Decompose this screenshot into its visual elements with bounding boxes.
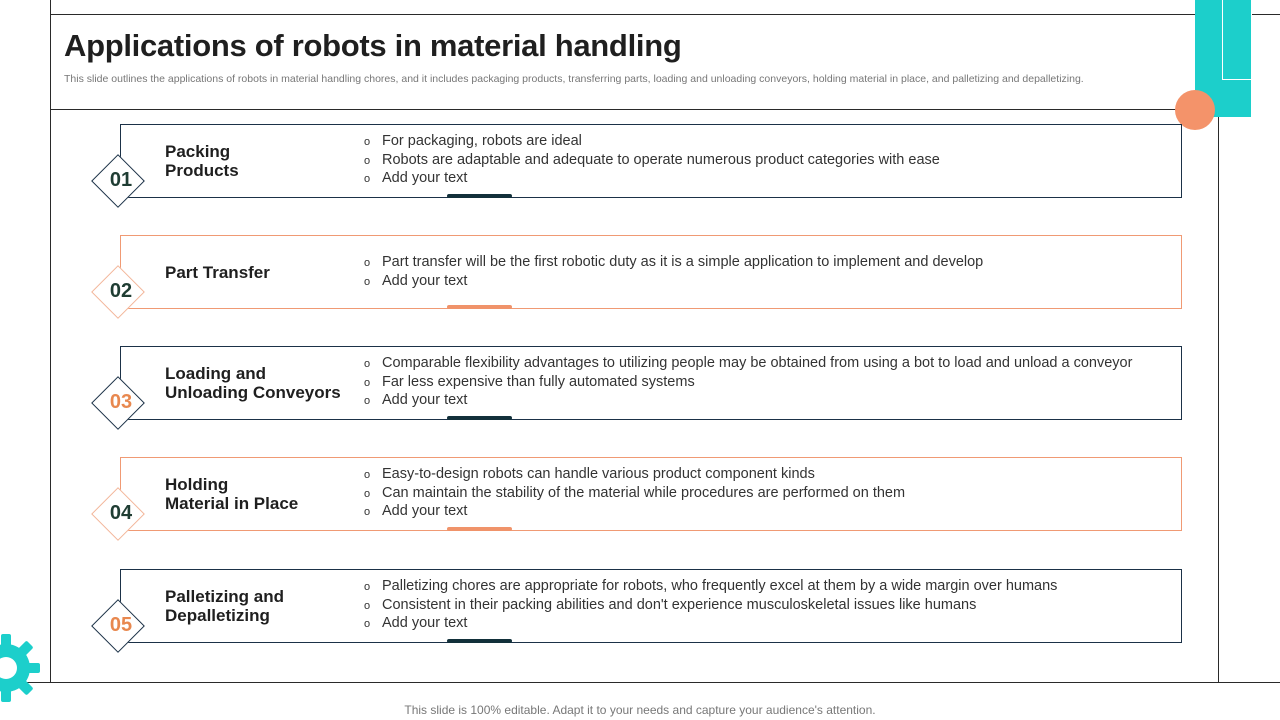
gear-icon (0, 632, 42, 704)
frame-left-line (50, 0, 51, 110)
frame-bottom-line (0, 682, 1280, 683)
item-underline (447, 639, 512, 643)
bullet: o Consistent in their packing abilities and don't experience musculoskeletal issues like humans (364, 597, 1057, 616)
frame-top-line (50, 14, 1280, 15)
item-label-line1: Palletizing and (165, 587, 285, 606)
bullet: o Comparable flexibility advantages to utilizing people may be obtained from using a bot to load and unload a conveyor (364, 355, 1132, 374)
item-number: 03 (109, 391, 133, 413)
item-number: 01 (109, 169, 133, 191)
item-label-line1: Holding (165, 475, 229, 494)
item-label-line1: Part Transfer (165, 263, 270, 282)
frame-right-line (1218, 109, 1219, 683)
item-label (165, 475, 298, 513)
item-label-line2: Material in Place (165, 494, 299, 513)
bullet: o For packaging, robots are ideal (364, 133, 940, 152)
bullet: o Add your text (364, 615, 1057, 634)
item-label-line2: Depalletizing (165, 606, 270, 625)
bullet: o Add your text (364, 273, 983, 292)
item-underline (447, 194, 512, 198)
item-underline (447, 416, 512, 420)
footer-note: This slide is 100% editable. Adapt it to your needs and capture your audience's attention. (404, 703, 876, 717)
application-item-holding (94, 457, 1184, 532)
item-label-line2: Unloading Conveyors (165, 383, 341, 402)
page-subtitle: This slide outlines the applications of robots in material handling chores, and it includes packaging products, transferring parts, loading and unloading conveyors, holding material in place, and palletizing and depalletizing. (64, 73, 1084, 85)
application-item-part-transfer (94, 235, 1184, 310)
bullet: o Far less expensive than fully automated systems (364, 374, 1132, 393)
item-bullets (364, 133, 940, 189)
header-divider (50, 109, 1220, 110)
frame-left-line-lower (50, 109, 51, 683)
bullet: o Can maintain the stability of the material while procedures are performed on them (364, 485, 905, 504)
item-bullets (364, 355, 1132, 411)
item-label (165, 263, 270, 282)
bullet: o Add your text (364, 392, 1132, 411)
item-number: 04 (109, 502, 133, 524)
application-item-palletizing (94, 569, 1184, 644)
bullet: o Palletizing chores are appropriate for robots, who frequently excel at them by a wide margin over humans (364, 578, 1057, 597)
application-item-loading (94, 346, 1184, 421)
item-label-line2: Products (165, 161, 239, 180)
item-number: 05 (109, 614, 133, 636)
bullet: o Robots are adaptable and adequate to operate numerous product categories with ease (364, 152, 940, 171)
bullet: o Part transfer will be the first robotic duty as it is a simple application to implement and develop (364, 254, 983, 273)
bullet: o Easy-to-design robots can handle various product component kinds (364, 466, 905, 485)
teal-accent-outline (1222, 0, 1252, 80)
item-bullets (364, 578, 1057, 634)
item-number: 02 (109, 280, 133, 302)
item-label (165, 142, 239, 180)
bullet: o Add your text (364, 503, 905, 522)
item-label-line1: Packing (165, 142, 231, 161)
item-bullets (364, 254, 983, 291)
item-bullets (364, 466, 905, 522)
item-label (165, 587, 284, 625)
item-underline (447, 305, 512, 309)
item-underline (447, 527, 512, 531)
page-title: Applications of robots in material handling (64, 28, 682, 63)
bullet: o Add your text (364, 170, 940, 189)
item-label (165, 364, 341, 402)
item-label-line1: Loading and (165, 364, 267, 383)
application-item-packing (94, 124, 1184, 199)
